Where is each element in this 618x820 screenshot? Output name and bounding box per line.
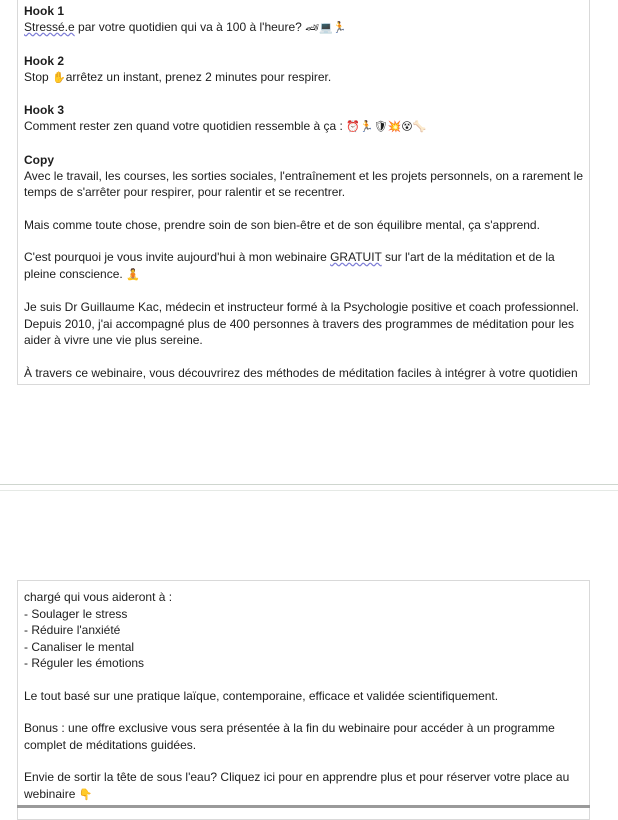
copy-p3-post: sur l'art de la méditation et de la pleine conscience. [24, 250, 555, 281]
page2-paragraph-1[interactable]: Le tout basé sur une pratique laïque, contemporaine, efficace et validée scientifiquement. [24, 688, 499, 703]
hook3-text[interactable] [24, 118, 583, 136]
copy-paragraph-2[interactable]: Mais comme toute chose, prendre soin de son bien-être et de son équilibre mental, ça s'apprend. [24, 217, 540, 232]
hook1-title: Hook 1 [24, 4, 65, 18]
page2-intro[interactable]: chargé qui vous aideront à : [24, 590, 173, 604]
benefit-list-item[interactable]: - Réguler les émotions [24, 656, 145, 670]
copy-paragraph-5[interactable]: À travers ce webinaire, vous découvrirez des méthodes de méditation faciles à intégrer à votre quotidien [24, 365, 578, 380]
hook2-text-post: arrêtez un instant, prenez 2 minutes pour respirer. [65, 69, 332, 84]
hook1-emoji: 🏎💻🏃 [305, 21, 347, 34]
copy-title: Copy [24, 152, 54, 167]
meditation-icon: 🧘 [126, 267, 140, 281]
page-break-line-secondary [0, 490, 618, 491]
raised-hand-icon: ✋ [52, 70, 66, 84]
copy-p3-flagged-word[interactable]: GRATUIT [330, 250, 382, 264]
copy-paragraph-1[interactable]: Avec le travail, les courses, les sorties sociales, l'entraînement et les projets personnels, on a rarement le temps de s'arrêter pour respirer, pour ralentir et se recentrer. [24, 168, 584, 199]
hook1-text[interactable] [24, 19, 583, 37]
hook3-text-body: Comment rester zen quand votre quotidien ressemble à ça : [24, 119, 343, 133]
hook2-title: Hook 2 [24, 53, 65, 68]
hook2-text[interactable] [24, 69, 583, 87]
hook1-misspelled-word[interactable]: Stressé.e [24, 20, 75, 34]
pointing-down-icon: 👇 [78, 787, 93, 801]
document-page-1 [17, 0, 590, 385]
hook2-text-pre: Stop [24, 69, 49, 84]
hook3-title: Hook 3 [24, 103, 65, 117]
copy-paragraph-3[interactable] [24, 249, 583, 283]
hook3-emoji: ⏰🏃🛡💥😵🦴 [346, 120, 427, 133]
page-break-line [0, 484, 618, 485]
page2-paragraph-3[interactable] [24, 769, 583, 803]
document-page-2 [17, 580, 590, 820]
benefit-list-item[interactable]: - Soulager le stress [24, 606, 128, 621]
benefit-list-item[interactable]: - Réduire l'anxiété [24, 623, 121, 637]
page2-p3-text: Envie de sortir la tête de sous l'eau? Cliquez ici pour en apprendre plus et pour réserver votre place au webinaire [24, 770, 570, 801]
hook1-text-rest: par votre quotidien qui va à 100 à l'heure? [74, 20, 302, 34]
benefit-list-item[interactable]: - Canaliser le mental [24, 639, 135, 654]
copy-p3-pre: C'est pourquoi je vous invite aujourd'hui à mon webinaire [24, 250, 331, 264]
copy-paragraph-4[interactable]: Je suis Dr Guillaume Kac, médecin et instructeur formé à la Psychologie positive et coach professionnel. Depuis 2010, j'ai accompagné plus de 400 personnes à travers des programmes de méditation pour les aider à vivre une vie plus sereine. [24, 300, 579, 347]
page2-paragraph-2[interactable]: Bonus : une offre exclusive vous sera présentée à la fin du webinaire pour accéder à un programme complet de méditations guidées. [24, 721, 555, 752]
